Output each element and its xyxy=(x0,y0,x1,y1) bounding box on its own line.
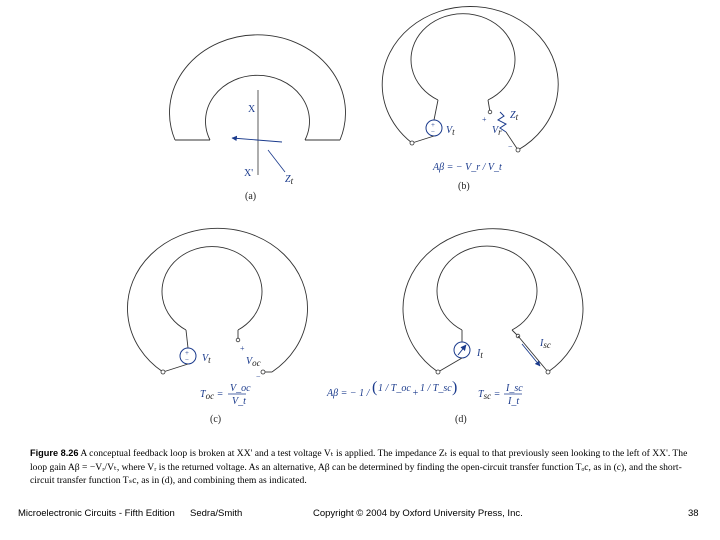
footer-page-number: 38 xyxy=(688,508,699,519)
source-label-b: Vt xyxy=(446,125,455,137)
svg-text:Toc =: Toc = xyxy=(200,389,224,401)
impedance-label-b: Zt xyxy=(510,110,519,122)
footer-authors: Sedra/Smith xyxy=(190,508,243,519)
output-label-c: Voc xyxy=(246,356,261,368)
loop-ring-b xyxy=(382,7,558,150)
node-x-label: X xyxy=(248,104,256,115)
tsc-equation xyxy=(478,383,523,407)
loop-gain-equation-b: Aβ = − V_r / V_t xyxy=(433,162,502,173)
svg-text:+: + xyxy=(431,121,435,129)
terminal-b-left xyxy=(410,141,414,145)
panel-d-tag: (d) xyxy=(455,414,467,425)
source-label-d: It xyxy=(477,348,483,360)
svg-text:Tsc =: Tsc = xyxy=(478,389,501,401)
toc-equation xyxy=(200,383,251,407)
panel-a xyxy=(170,35,346,202)
test-source-c xyxy=(161,330,211,374)
impedance-label-a: Zt xyxy=(285,174,294,186)
footer-book-title: Microelectronic Circuits - Fifth Edition xyxy=(18,508,175,519)
svg-text:−: − xyxy=(431,128,435,136)
figure-caption xyxy=(30,447,700,488)
svg-text:I_sc: I_sc xyxy=(506,383,523,394)
node-x-prime-label: X' xyxy=(244,168,254,179)
svg-text:V_t: V_t xyxy=(232,396,246,407)
svg-text:−: − xyxy=(185,356,189,364)
panel-b xyxy=(382,7,558,192)
slide-footer xyxy=(0,508,720,522)
open-circuit-branch-c xyxy=(236,330,272,381)
output-label-d: Isc xyxy=(540,338,551,350)
svg-text:−: − xyxy=(508,142,513,151)
svg-text:1 / T_sc: 1 / T_sc xyxy=(420,383,452,394)
loop-ring-a xyxy=(170,35,346,140)
test-source-b xyxy=(410,100,455,145)
test-current-source-d xyxy=(436,330,483,374)
terminal-b-right xyxy=(516,148,520,152)
terminal-c-right xyxy=(261,370,265,374)
loop-ring-c xyxy=(128,228,308,372)
terminal-d-left xyxy=(436,370,440,374)
svg-text:): ) xyxy=(452,379,458,396)
short-circuit-branch-d xyxy=(512,330,551,374)
returned-label-b: Vr xyxy=(492,125,502,137)
terminal-c-left xyxy=(161,370,165,374)
terminal-d-right xyxy=(546,370,550,374)
caption-text: A conceptual feedback loop is broken at XX' and a test voltage Vₜ is applied. The impedance Zₜ is equal to that previously seen looking to the left of XX'. The loop gain Aβ = −Vᵣ/Vₜ, where Vᵣ is the returned voltage. As an alternative, Aβ can be determined by finding the open-circuit transfer function Tₒc, as in (c), and the short-circuit transfer function Tₛc, as in (d), and combining them as indicated. xyxy=(30,448,688,487)
svg-text:I_t: I_t xyxy=(508,396,520,407)
svg-text:+: + xyxy=(240,344,245,353)
svg-text:+: + xyxy=(482,115,487,124)
panel-a-tag: (a) xyxy=(245,191,257,202)
svg-text:+: + xyxy=(185,349,189,357)
source-label-c: Vt xyxy=(202,353,211,365)
footer-copyright: Copyright © 2004 by Oxford University Press, Inc. xyxy=(313,508,523,519)
panel-b-tag: (b) xyxy=(458,181,470,192)
panel-d xyxy=(403,229,583,425)
impedance-pointer-a xyxy=(268,150,285,172)
svg-text:V_oc: V_oc xyxy=(230,383,251,394)
panel-c xyxy=(128,228,308,425)
combined-loop-gain-equation xyxy=(326,379,457,399)
look-left-arrow xyxy=(232,138,282,142)
svg-text:+: + xyxy=(412,388,419,399)
svg-text:1 / T_oc: 1 / T_oc xyxy=(378,383,411,394)
figure-label: Figure 8.26 xyxy=(30,448,79,458)
svg-text:(: ( xyxy=(372,379,378,396)
panel-c-tag: (c) xyxy=(210,414,222,425)
loop-ring-d xyxy=(403,229,583,372)
svg-text:−: − xyxy=(256,372,261,381)
returned-branch-b xyxy=(482,100,520,152)
short-circuit-current-arrow xyxy=(522,344,540,366)
svg-text:Aβ = − 1 /: Aβ = − 1 / xyxy=(327,388,370,399)
